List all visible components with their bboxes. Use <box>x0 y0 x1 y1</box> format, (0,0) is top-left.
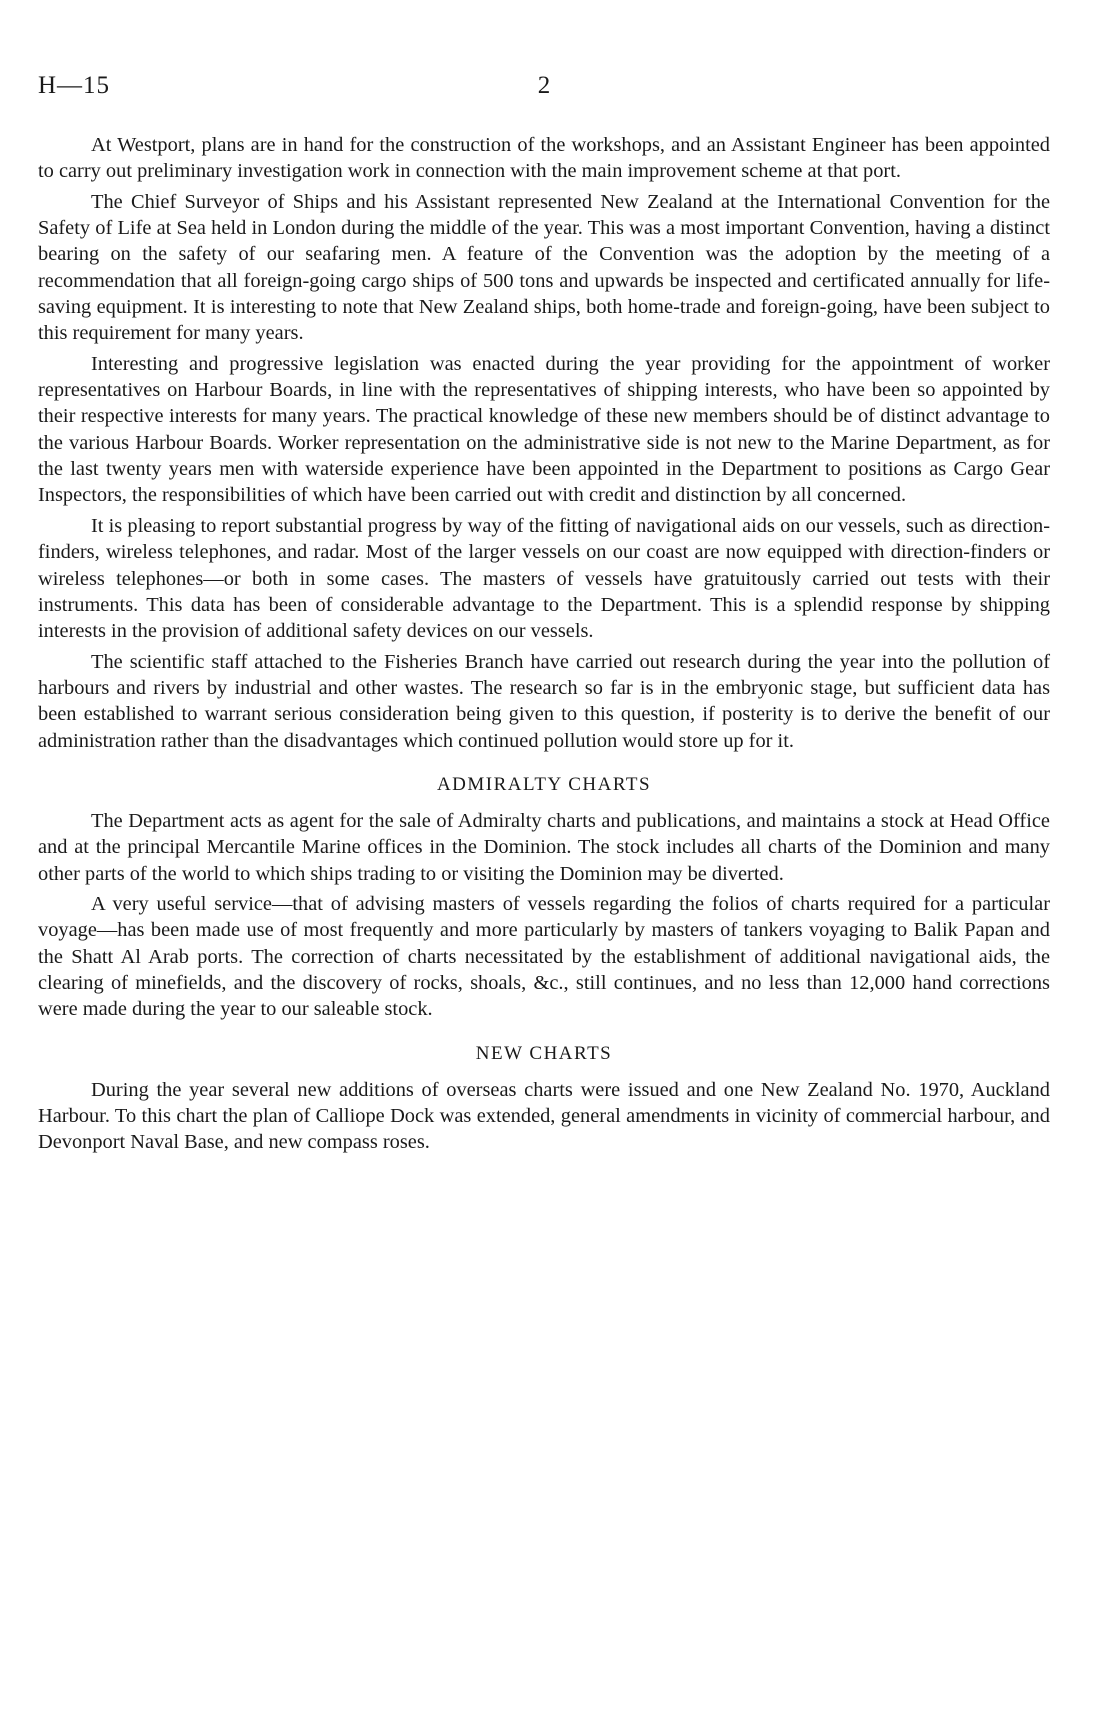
document-body <box>38 132 1050 1156</box>
paragraph: During the year several new additions of overseas charts were issued and one New Zealand No. 1970, Auckland Harbour. To this chart the plan of Calliope Dock was extended, general amendments in vicinity of commercial harbour, and Devonport Naval Base, and new compass roses. <box>38 1078 1050 1154</box>
paragraph: The Department acts as agent for the sale of Admiralty charts and publications, and maintains a stock at Head Office and at the principal Mercantile Marine offices in the Dominion. The stock includes all charts of the Dominion and many other parts of the world to which ships trading to or visiting the Dominion may be diverted. <box>38 809 1050 885</box>
paragraph: A very useful service—that of advising masters of vessels regarding the folios of charts required for a particular voyage—has been made use of most frequently and more particularly by masters of tankers voyaging to Balik Papan and the Shatt Al Arab ports. The correction of charts necessitated by the establishment of additional navigational aids, the clearing of minefields, and the discovery of rocks, shoals, &c., still continues, and no less than 12,000 hand corrections were made during the year to our saleable stock. <box>38 892 1050 1021</box>
page-header <box>38 72 1050 108</box>
paragraph: At Westport, plans are in hand for the construction of the workshops, and an Assistant Engineer has been appointed to carry out preliminary investigation work in connection with the main improvement scheme at that port. <box>38 134 1050 183</box>
paragraph: Interesting and progressive legislation was enacted during the year providing for the appointment of worker representatives on Harbour Boards, in line with the representatives of shipping interests, who have been so appointed by their respective interests for many years. The practical knowledge of these new members should be of distinct advantage to the various Harbour Boards. Worker representation on the administrative side is not new to the Marine Department, as for the last twenty years men with waterside experience have been appointed in the Department to positions as Cargo Gear Inspectors, the responsibilities of which have been carried out with credit and distinction by all concerned. <box>38 352 1050 507</box>
paragraph: The Chief Surveyor of Ships and his Assistant represented New Zealand at the International Convention for the Safety of Life at Sea held in London during the middle of the year. This was a most important Convention, having a distinct bearing on the safety of our seafaring men. A feature of the Convention was the adoption by the meeting of a recommendation that all foreign-going cargo ships of 500 tons and upwards be inspected and certificated annually for life-saving equipment. It is interesting to note that New Zealand ships, both home-trade and foreign-going, have been subject to this requirement for many years. <box>38 190 1050 345</box>
paragraph: The scientific staff attached to the Fisheries Branch have carried out research during the year into the pollution of harbours and rivers by industrial and other wastes. The research so far is in the embryonic stage, but sufficient data has been established to warrant serious consideration being given to this question, if posterity is to derive the benefit of our administration rather than the disadvantages which continued pollution would store up for it. <box>38 650 1050 752</box>
document-page <box>38 72 1050 1160</box>
section-heading-new-charts: NEW CHARTS <box>475 1042 613 1064</box>
page-number: 2 <box>537 72 551 99</box>
document-reference: H—15 <box>38 72 111 99</box>
paragraph: It is pleasing to report substantial progress by way of the fitting of navigational aids on our vessels, such as direction-finders, wireless telephones, and radar. Most of the larger vessels on our coast are now equipped with direction-finders or wireless telephones—or both in some cases. The masters of vessels have gratuitously carried out tests with their instruments. This data has been of considerable advantage to the Department. This is a splendid response by shipping interests in the provision of additional safety devices on our vessels. <box>38 514 1050 643</box>
section-heading-admiralty-charts: ADMIRALTY CHARTS <box>436 773 652 795</box>
